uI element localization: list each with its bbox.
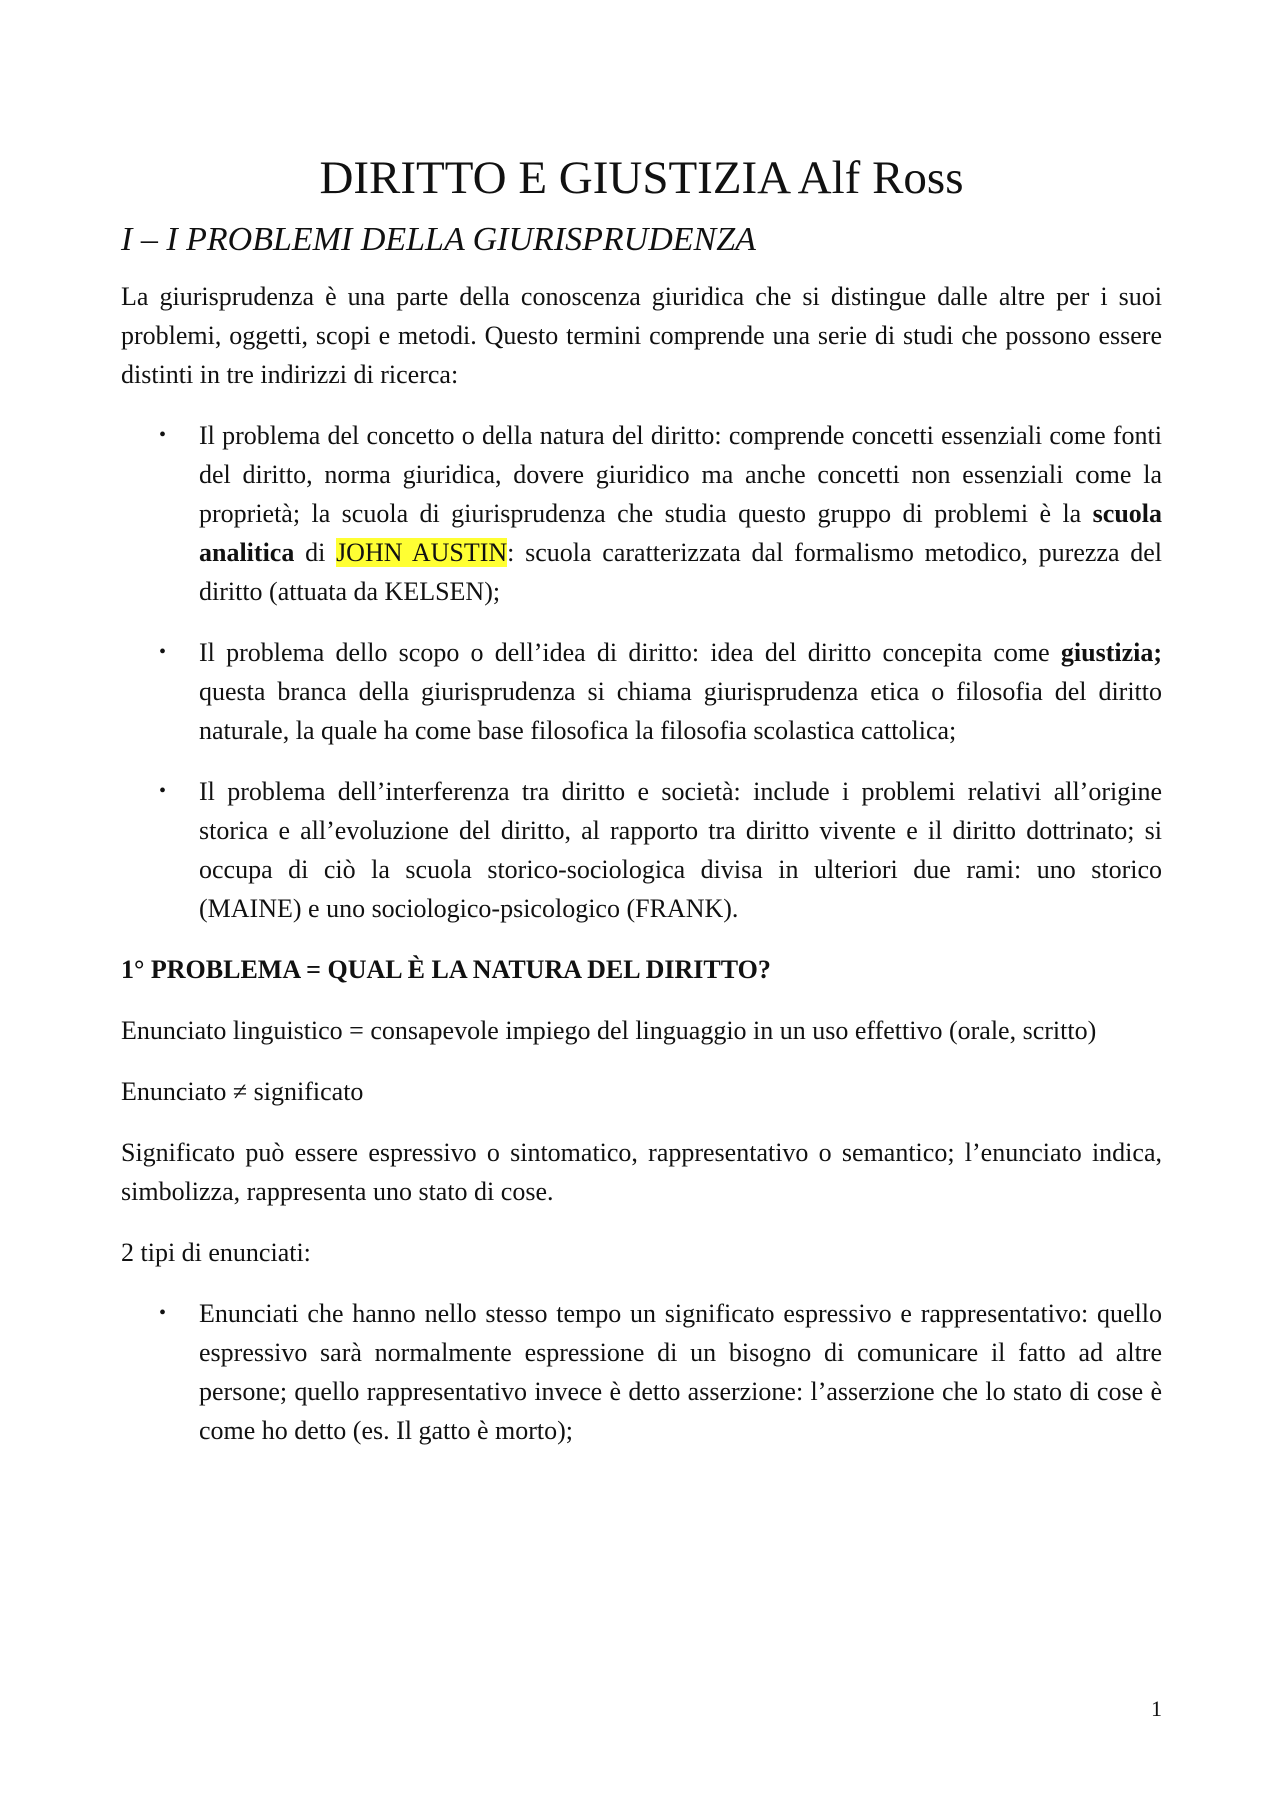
chapter-title: I – I PROBLEMI DELLA GIURISPRUDENZA [121, 221, 756, 259]
bullet-icon: • [159, 780, 167, 803]
paragraph: Enunciato ≠ significato [121, 1077, 364, 1107]
bullet-icon: • [159, 424, 167, 447]
page-content [121, 150, 1162, 1472]
list-item-text: Il problema dell’interferenza tra diritto e società: include i problemi relativi all’origine storica e all’evoluzione del diritto, al rapporto tra diritto vivente e il diritto dottrinato; si occupa di ciò la scuola storico-sociologica divisa in ulteriori due rami: uno storico (MAINE) e uno sociologico-psicologico (FRANK). [199, 777, 1162, 924]
statement-types-list [121, 1294, 1162, 1450]
paragraph: Significato può essere espressivo o sintomatico, rappresentativo o semantico; l’enunciato indica, simbolizza, rappresenta uno stato di cose. [121, 1138, 1162, 1207]
bold-term: scuola analitica [199, 499, 1162, 568]
list-item [121, 416, 1162, 611]
section-heading: 1° PROBLEMA = QUAL È LA NATURA DEL DIRITTO? [121, 955, 771, 985]
document-title: DIRITTO E GIUSTIZIA Alf Ross [319, 152, 964, 204]
intro-paragraph: La giurisprudenza è una parte della conoscenza giuridica che si distingue dalle altre per i suoi problemi, oggetti, scopi e metodi. Questo termini comprende una serie di studi che possono essere distinti in tre indirizzi di ricerca: [121, 282, 1162, 390]
paragraph: 2 tipi di enunciati: [121, 1238, 311, 1268]
highlighted-name: JOHN AUSTIN [336, 538, 508, 568]
paragraph: Enunciato linguistico = consapevole impiego del linguaggio in un uso effettivo (orale, scritto) [121, 1016, 1097, 1046]
list-item-text: di [294, 538, 337, 568]
list-item [121, 1294, 1162, 1450]
list-item-text: : scuola caratterizzata dal formalismo metodico, purezza del diritto (attuata da KELSEN); [199, 538, 1162, 607]
bullet-icon: • [159, 641, 167, 664]
list-item [121, 633, 1162, 750]
list-item-text: questa branca della giurisprudenza si chiama giurisprudenza etica o filosofia del diritto naturale, la quale ha come base filosofica la filosofia scolastica cattolica; [199, 677, 1162, 746]
page-number: 1 [1151, 1696, 1162, 1721]
list-item [121, 772, 1162, 928]
list-item-text: Il problema del concetto o della natura del diritto: comprende concetti essenziali come fonti del diritto, norma giuridica, dovere giuridico ma anche concetti non essenziali come la proprietà; la scuola di giurisprudenza che studia questo gruppo di problemi è la [199, 421, 1162, 529]
bullet-icon: • [159, 1302, 167, 1325]
bold-term: giustizia; [1060, 638, 1162, 668]
research-directions-list [121, 416, 1162, 928]
list-item-text: Enunciati che hanno nello stesso tempo un significato espressivo e rappresentativo: quello espressivo sarà normalmente espressione di un bisogno di comunicare il fatto ad altre persone; quello rappresentativo invece è detto asserzione: l’asserzione che lo stato di cose è come ho detto (es. Il gatto è morto); [199, 1299, 1162, 1446]
list-item-text: Il problema dello scopo o dell’idea di diritto: idea del diritto concepita come [199, 638, 1061, 668]
